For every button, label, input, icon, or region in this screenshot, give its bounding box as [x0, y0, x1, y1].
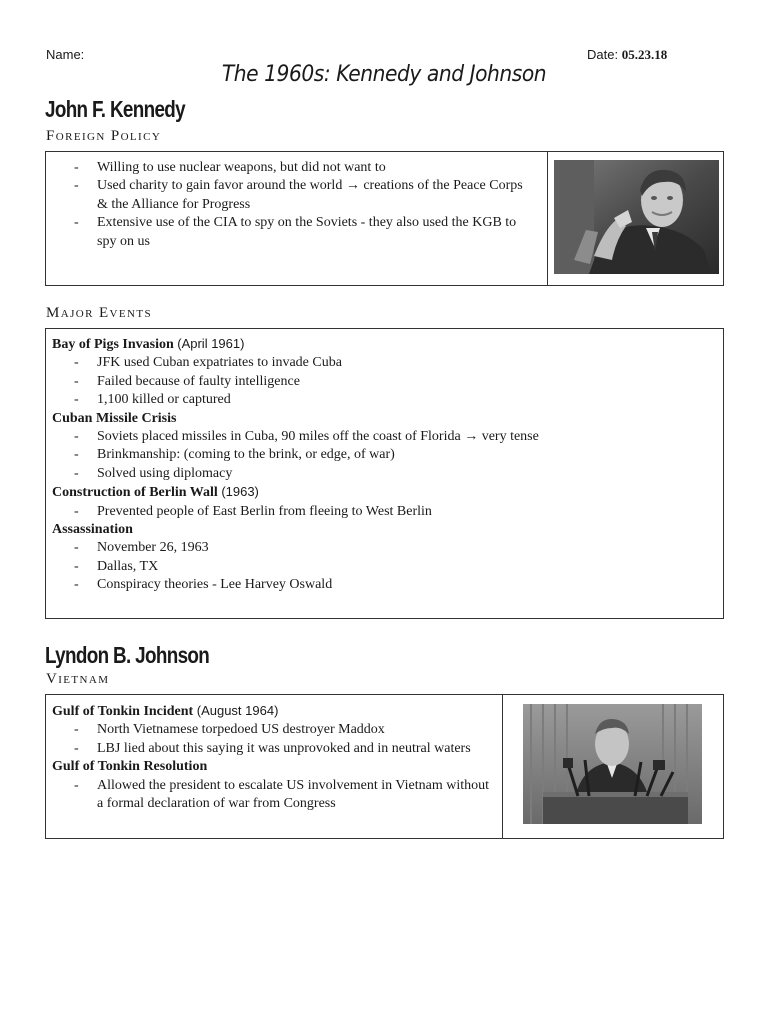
- major-events-box: [45, 328, 724, 619]
- event-title: Gulf of Tonkin Incident (August 1964): [52, 703, 279, 719]
- jfk-photo: [554, 160, 719, 274]
- jfk-major-events-subheading: Major Events: [46, 305, 152, 321]
- bullet-text: Extensive use of the CIA to spy on the Soviets - they also used the KGB to spy on us: [97, 215, 517, 249]
- event-title: Gulf of Tonkin Resolution: [52, 759, 208, 775]
- list-item: - Allowed the president to escalate US involvement in Vietnam without a formal declaration of war from Congress: [74, 777, 489, 812]
- date-value: 05.23.18: [621, 47, 668, 62]
- major-events-list: [52, 335, 716, 595]
- bullet-text: Used charity to gain favor around the world → creations of the Peace Corps & the Alliance for Progress: [97, 178, 523, 212]
- list-item: - Conspiracy theories - Lee Harvey Oswald: [74, 577, 333, 593]
- lbj-heading: Lyndon B. Johnson: [45, 642, 210, 668]
- list-item: - Solved using diplomacy: [74, 465, 233, 481]
- bullet-text: Willing to use nuclear weapons, but did not want to: [97, 160, 386, 175]
- event-title: Cuban Missile Crisis: [52, 410, 177, 426]
- list-item: - LBJ lied about this saying it was unprovoked and in neutral waters: [74, 740, 471, 756]
- list-item: - Prevented people of East Berlin from fleeing to West Berlin: [74, 503, 432, 519]
- foreign-policy-box: [45, 151, 724, 286]
- column-divider: [502, 695, 503, 838]
- jfk-heading: John F. Kennedy: [45, 96, 186, 122]
- list-item: - Dallas, TX: [74, 558, 159, 574]
- page-title: The 1960s: Kennedy and Johnson: [221, 62, 547, 87]
- list-item: - Soviets placed missiles in Cuba, 90 miles off the coast of Florida → very tense: [74, 429, 539, 445]
- lbj-photo: [523, 704, 702, 824]
- list-item: - Brinkmanship: (coming to the brink, or edge, of war): [74, 447, 395, 463]
- name-label: Name:: [46, 47, 85, 62]
- list-item: - Willing to use nuclear weapons, but did not want to: [74, 160, 386, 175]
- lbj-vietnam-subheading: Vietnam: [46, 671, 110, 687]
- list-item: - 1,100 killed or captured: [74, 392, 231, 408]
- vietnam-box: [45, 694, 724, 839]
- list-item: - Failed because of faulty intelligence: [74, 373, 300, 389]
- date-field: [587, 47, 667, 63]
- event-title: Construction of Berlin Wall (1963): [52, 484, 259, 501]
- event-title: Assassination: [52, 522, 133, 538]
- date-label: Date:: [587, 47, 619, 62]
- list-item: - November 26, 1963: [74, 540, 209, 556]
- list-item: - Extensive use of the CIA to spy on the Soviets - they also used the KGB to spy on us: [74, 215, 517, 249]
- vietnam-list: [52, 702, 492, 813]
- column-divider: [547, 152, 548, 285]
- jfk-foreign-policy-subheading: Foreign Policy: [46, 128, 162, 144]
- foreign-policy-list: [52, 159, 536, 251]
- list-item: - Used charity to gain favor around the world → creations of the Peace Corps & the Alliance for Progress: [74, 178, 523, 212]
- event-title: Bay of Pigs Invasion (April 1961): [52, 336, 245, 352]
- list-item: - North Vietnamese torpedoed US destroyer Maddox: [74, 722, 385, 738]
- list-item: - JFK used Cuban expatriates to invade Cuba: [74, 355, 342, 371]
